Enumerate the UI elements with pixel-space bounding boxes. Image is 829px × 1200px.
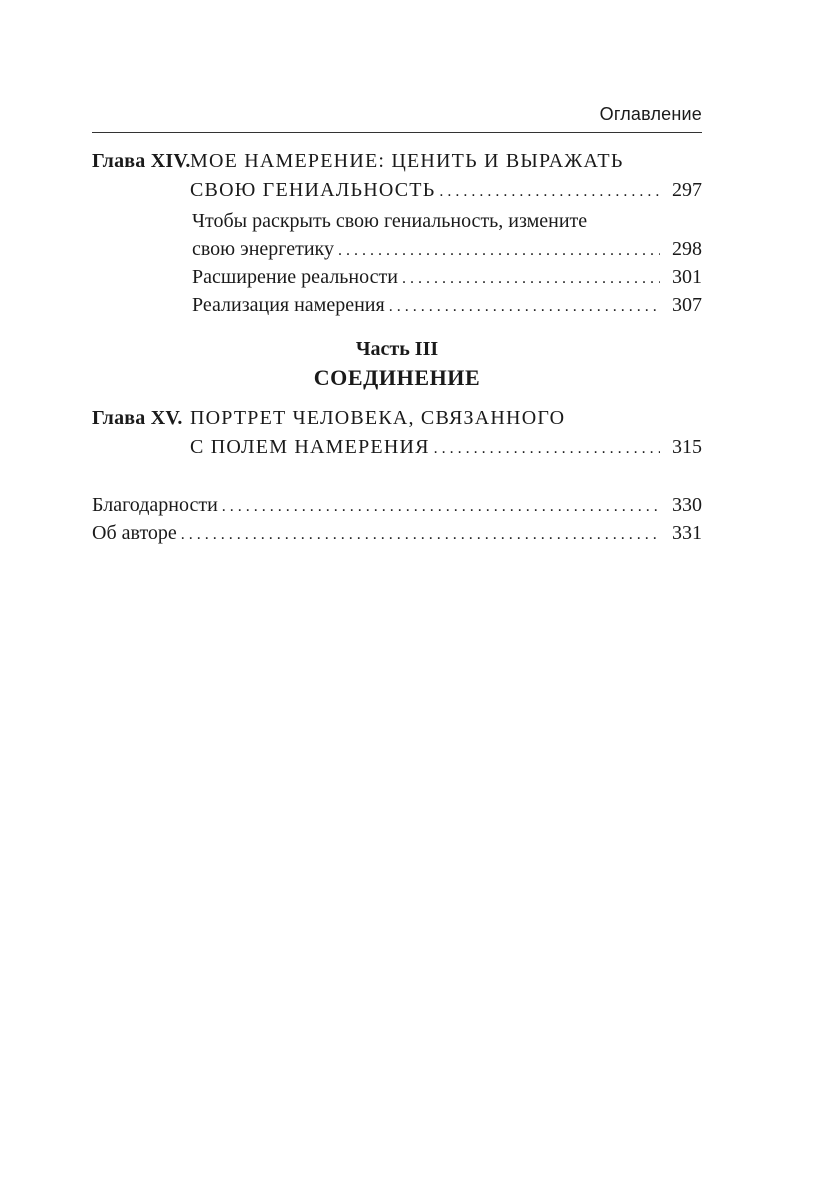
- dot-leader: [434, 436, 660, 462]
- dot-leader: [222, 494, 660, 520]
- page-number: 331: [672, 522, 702, 544]
- running-head: Оглавление: [599, 104, 702, 124]
- dot-leader: [402, 266, 660, 292]
- toc-entry-chapter-15[interactable]: [92, 434, 702, 462]
- page-number: 298: [672, 238, 702, 260]
- page-number: 315: [672, 436, 702, 458]
- entry-title: Благодарности: [92, 494, 218, 516]
- chapter-title-line2: С ПОЛЕМ НАМЕРЕНИЯ: [190, 436, 430, 458]
- toc-section-line1: [92, 208, 702, 234]
- toc-chapter-15-heading: [92, 405, 702, 431]
- chapter-label: Глава XV.: [92, 407, 183, 429]
- dot-leader: [338, 238, 660, 264]
- page-number: 297: [672, 179, 702, 201]
- toc-entry-section[interactable]: [92, 264, 702, 292]
- section-title-line2: свою энергетику: [192, 238, 334, 260]
- entry-title: Об авторе: [92, 522, 177, 544]
- toc-entry-chapter-14[interactable]: [92, 177, 702, 205]
- part-label: Часть III: [355, 338, 439, 360]
- page-number: 330: [672, 494, 702, 516]
- toc-entry-section[interactable]: [92, 236, 702, 264]
- page-number: 301: [672, 266, 702, 288]
- dot-leader: [439, 179, 660, 205]
- toc-entry-acknowledgements[interactable]: [92, 492, 702, 520]
- dot-leader: [389, 294, 660, 320]
- section-title-line1: Чтобы раскрыть свою гениальность, измените: [192, 210, 588, 232]
- header-rule: [92, 132, 702, 133]
- page-number: 307: [672, 294, 702, 316]
- toc-entry-about-author[interactable]: [92, 520, 702, 548]
- toc-chapter-14-heading: [92, 148, 702, 174]
- chapter-title-line1: МОЕ НАМЕРЕНИЕ: ЦЕНИТЬ И ВЫРАЖАТЬ: [190, 150, 624, 172]
- section-title: Реализация намерения: [192, 294, 385, 316]
- dot-leader: [181, 522, 660, 548]
- chapter-label: Глава XIV.: [92, 150, 191, 172]
- chapter-title-line2: СВОЮ ГЕНИАЛЬНОСТЬ: [190, 179, 436, 201]
- section-title: Расширение реальности: [192, 266, 398, 288]
- part-title: СОЕДИНЕНИЕ: [313, 365, 481, 390]
- chapter-title-line1: ПОРТРЕТ ЧЕЛОВЕКА, СВЯЗАННОГО: [190, 407, 566, 429]
- toc-entry-section[interactable]: [92, 292, 702, 320]
